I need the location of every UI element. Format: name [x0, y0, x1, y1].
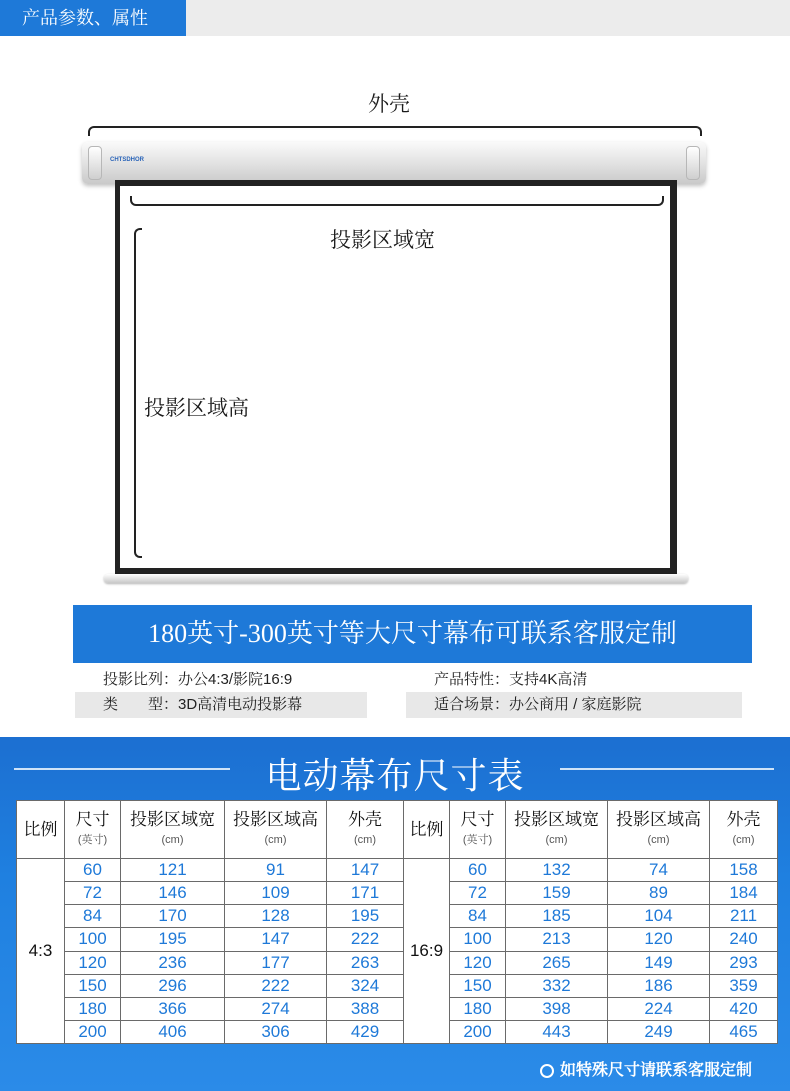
property-feature: 产品特性：支持4K高清: [434, 671, 588, 688]
table-row: [17, 997, 778, 1020]
table-cell: 170: [121, 905, 225, 928]
table-cell: 306: [225, 1020, 327, 1043]
table-cell: 293: [710, 951, 778, 974]
header-size-2: 尺寸 (英寸): [450, 801, 506, 859]
table-header-row: [17, 801, 778, 859]
table-cell: 406: [121, 1020, 225, 1043]
table-cell: 109: [225, 882, 327, 905]
brand-logo: CHTSDHOR: [110, 157, 144, 163]
table-cell: 91: [225, 859, 327, 882]
table-cell: 224: [608, 997, 710, 1020]
table-cell: 120: [450, 951, 506, 974]
table-cell: 324: [327, 974, 404, 997]
table-row: [17, 905, 778, 928]
section-tab-title: 产品参数、属性: [0, 0, 186, 36]
table-row: [17, 974, 778, 997]
table-row: [17, 951, 778, 974]
ratio-cell-16-9: 16:9: [404, 859, 450, 1044]
table-cell: 147: [327, 859, 404, 882]
table-row: [17, 928, 778, 951]
table-cell: 184: [710, 882, 778, 905]
circle-icon: [540, 1064, 554, 1078]
table-cell: 150: [65, 974, 121, 997]
table-cell: 222: [327, 928, 404, 951]
size-table: [16, 800, 778, 1044]
table-cell: 211: [710, 905, 778, 928]
label-shell: 外壳: [368, 93, 410, 116]
table-cell: 200: [65, 1020, 121, 1043]
header-height-2: 投影区域高 (cm): [608, 801, 710, 859]
table-cell: 84: [65, 905, 121, 928]
header-width: 投影区域宽 (cm): [121, 801, 225, 859]
header-ratio-2: 比例: [404, 801, 450, 859]
table-cell: 366: [121, 997, 225, 1020]
table-cell: 443: [506, 1020, 608, 1043]
screen-housing: [82, 142, 706, 184]
table-cell: 359: [710, 974, 778, 997]
table-cell: 222: [225, 974, 327, 997]
header-size: 尺寸 (英寸): [65, 801, 121, 859]
table-cell: 180: [450, 997, 506, 1020]
table-cell: 263: [327, 951, 404, 974]
table-row: [17, 1020, 778, 1043]
width-dimension-bracket: [130, 196, 664, 206]
table-cell: 429: [327, 1020, 404, 1043]
property-ratio: 投影比列：办公4:3/影院16:9: [103, 671, 293, 688]
header-width-2: 投影区域宽 (cm): [506, 801, 608, 859]
table-cell: 186: [608, 974, 710, 997]
table-cell: 72: [65, 882, 121, 905]
table-cell: 236: [121, 951, 225, 974]
table-cell: 100: [450, 928, 506, 951]
table-cell: 200: [450, 1020, 506, 1043]
header-ratio: 比例: [17, 801, 65, 859]
custom-size-note-text: 如特殊尺寸请联系客服定制: [560, 1062, 753, 1079]
table-cell: 465: [710, 1020, 778, 1043]
property-type: 类 型：3D高清电动投影幕: [75, 692, 367, 718]
table-cell: 158: [710, 859, 778, 882]
table-cell: 195: [121, 928, 225, 951]
table-row: [17, 859, 778, 882]
table-cell: 420: [710, 997, 778, 1020]
shell-dimension-bracket: [88, 126, 702, 136]
housing-end-cap-left: [88, 146, 102, 180]
table-cell: 296: [121, 974, 225, 997]
size-table-title: 电动幕布尺寸表: [265, 755, 525, 796]
property-scene: 适合场景：办公商用 / 家庭影院: [406, 692, 742, 718]
table-cell: 104: [608, 905, 710, 928]
table-cell: 149: [608, 951, 710, 974]
table-cell: 177: [225, 951, 327, 974]
table-cell: 171: [327, 882, 404, 905]
custom-size-note: [540, 1059, 752, 1083]
table-cell: 89: [608, 882, 710, 905]
table-cell: 84: [450, 905, 506, 928]
table-cell: 150: [450, 974, 506, 997]
header-height: 投影区域高 (cm): [225, 801, 327, 859]
table-cell: 332: [506, 974, 608, 997]
header-shell-2: 外壳 (cm): [710, 801, 778, 859]
label-height: 投影区域高: [144, 397, 249, 420]
ratio-cell-4-3: 4:3: [17, 859, 65, 1044]
table-cell: 60: [450, 859, 506, 882]
table-cell: 195: [327, 905, 404, 928]
table-cell: 274: [225, 997, 327, 1020]
table-cell: 240: [710, 928, 778, 951]
table-cell: 180: [65, 997, 121, 1020]
table-cell: 72: [450, 882, 506, 905]
table-cell: 60: [65, 859, 121, 882]
table-cell: 120: [608, 928, 710, 951]
table-cell: 120: [65, 951, 121, 974]
table-cell: 265: [506, 951, 608, 974]
table-cell: 128: [225, 905, 327, 928]
table-cell: 146: [121, 882, 225, 905]
table-cell: 159: [506, 882, 608, 905]
table-cell: 132: [506, 859, 608, 882]
table-cell: 100: [65, 928, 121, 951]
table-cell: 398: [506, 997, 608, 1020]
screen-bottom-bar: [104, 574, 688, 583]
table-cell: 147: [225, 928, 327, 951]
table-cell: 121: [121, 859, 225, 882]
custom-size-banner: 180英寸-300英寸等大尺寸幕布可联系客服定制: [73, 605, 752, 663]
table-cell: 213: [506, 928, 608, 951]
housing-end-cap-right: [686, 146, 700, 180]
table-cell: 249: [608, 1020, 710, 1043]
header-shell: 外壳 (cm): [327, 801, 404, 859]
table-cell: 74: [608, 859, 710, 882]
table-row: [17, 882, 778, 905]
height-dimension-bracket: [134, 228, 142, 558]
label-width: 投影区域宽: [330, 229, 435, 252]
table-cell: 185: [506, 905, 608, 928]
table-cell: 388: [327, 997, 404, 1020]
